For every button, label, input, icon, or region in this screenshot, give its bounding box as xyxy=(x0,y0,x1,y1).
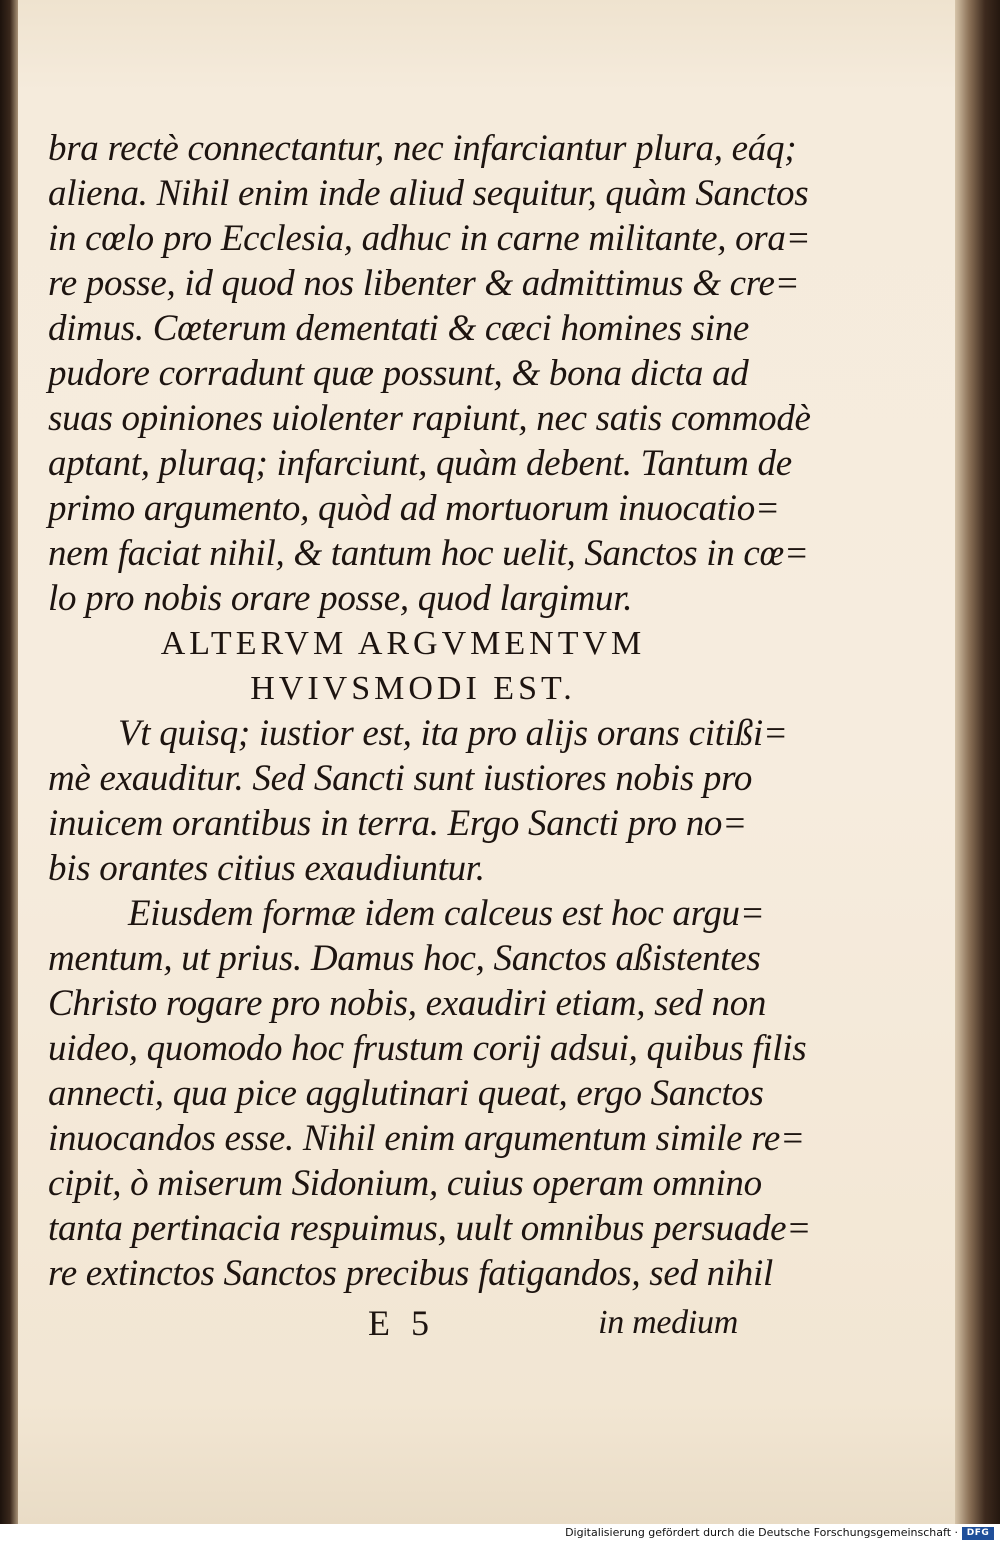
section-heading-line1: ALTERVM ARGVMENTVM xyxy=(160,625,646,662)
text-line: re posse, id quod nos libenter & admittimus & cre= xyxy=(48,263,800,304)
catchword: in medium xyxy=(598,1304,738,1341)
signature-mark: E 5 xyxy=(368,1303,435,1343)
text-line: uideo, quomodo hoc frustum corij adsui, quibus filis xyxy=(48,1028,807,1069)
paragraph-top xyxy=(48,126,811,621)
text-line: annecti, qua pice agglutinari queat, ergo Sanctos xyxy=(48,1073,764,1114)
text-line: lo pro nobis orare posse, quod largimur. xyxy=(48,578,633,619)
text-line: aptant, pluraq; infarciunt, quàm debent. Tantum de xyxy=(48,443,792,484)
text-line: in cœlo pro Ecclesia, adhuc in carne militante, ora= xyxy=(48,218,811,259)
text-line: primo argumento, quòd ad mortuorum inuocatio= xyxy=(48,488,780,529)
text-line: pudore corradunt quæ possunt, & bona dicta ad xyxy=(48,353,749,394)
text-line: tanta pertinacia respuimus, uult omnibus persuade= xyxy=(48,1208,811,1249)
text-line: suas opiniones uiolenter rapiunt, nec satis commodè xyxy=(48,398,811,439)
section-heading-line2: HVIVSMODI EST. xyxy=(250,670,576,707)
text-line: Christo rogare pro nobis, exaudiri etiam, sed non xyxy=(48,983,767,1024)
page-text-block xyxy=(48,126,811,1350)
text-line: aliena. Nihil enim inde aliud sequitur, quàm Sanctos xyxy=(48,173,809,214)
syllogism-paragraph xyxy=(48,711,788,891)
text-line: mentum, ut prius. Damus hoc, Sanctos aßistentes xyxy=(48,938,761,979)
text-line: mè exauditur. Sed Sancti sunt iustiores nobis pro xyxy=(48,758,753,799)
text-line: cipit, ò miserum Sidonium, cuius operam omnino xyxy=(48,1163,762,1204)
text-line: Vt quisq; iustior est, ita pro alijs orans citißi= xyxy=(118,713,788,754)
text-line: dimus. Cœterum dementati & cæci homines sine xyxy=(48,308,750,349)
text-line: bis orantes citius exaudiuntur. xyxy=(48,848,485,889)
funding-credit: Digitalisierung gefördert durch die Deutsche Forschungsgemeinschaft · xyxy=(565,1526,958,1539)
binding-edge xyxy=(0,0,18,1524)
page-footer xyxy=(48,1296,738,1350)
page-fore-edge xyxy=(955,0,1000,1524)
text-line: bra rectè connectantur, nec infarciantur plura, eáq; xyxy=(48,128,797,169)
paragraph-bottom xyxy=(48,891,811,1296)
text-line: inuicem orantibus in terra. Ergo Sancti pro no= xyxy=(48,803,747,844)
text-line: Eiusdem formæ idem calceus est hoc argu= xyxy=(128,893,765,934)
dfg-logo-icon: DFG xyxy=(962,1527,994,1540)
text-line: nem faciat nihil, & tantum hoc uelit, Sanctos in cœ= xyxy=(48,533,809,574)
text-line: re extinctos Sanctos precibus fatigandos, sed nihil xyxy=(48,1253,773,1294)
text-line: inuocandos esse. Nihil enim argumentum simile re= xyxy=(48,1118,805,1159)
